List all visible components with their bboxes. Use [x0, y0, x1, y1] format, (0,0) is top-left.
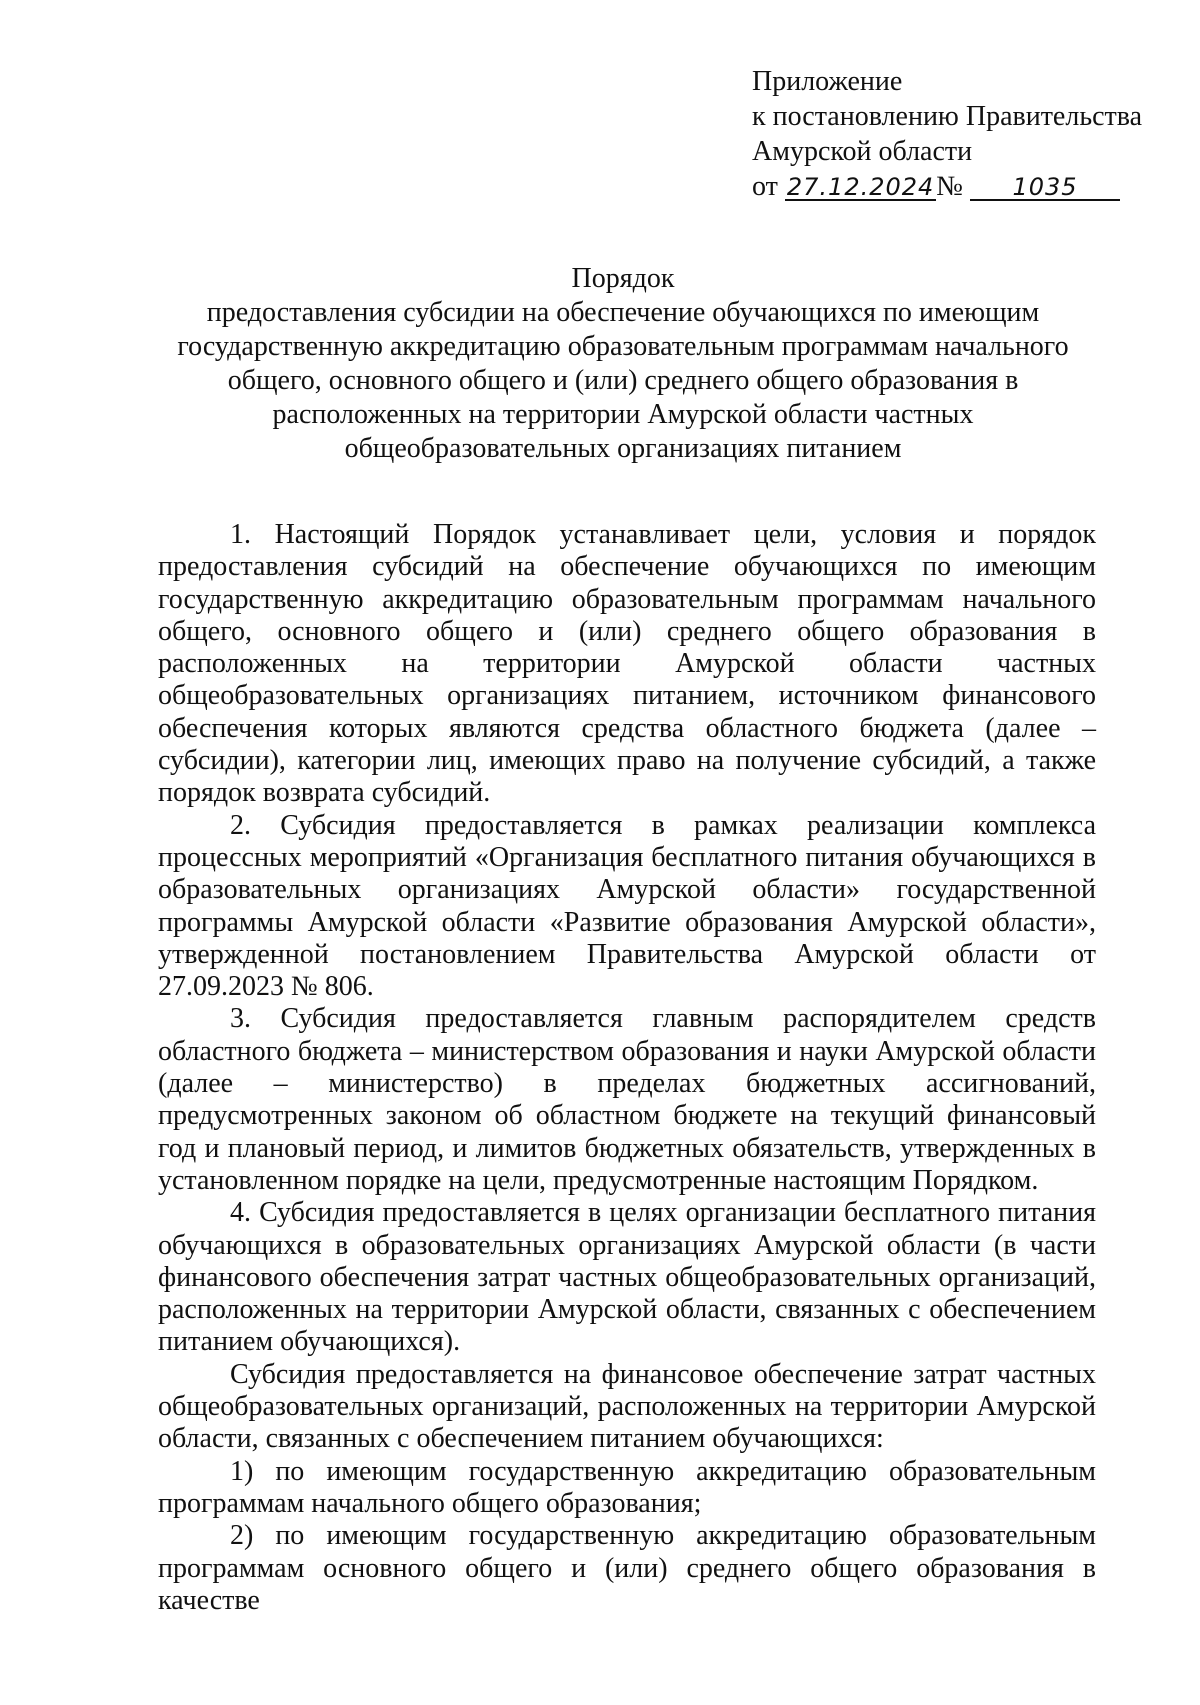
- paragraph-4: 4. Субсидия предоставляется в целях организации бесплатного питания обучающихся в образовательных организациях Амурской области (в части финансового обеспечения затрат частных общеобразовательных организаций, расположенных на территории Амурской области, связанных с обеспечением питанием обучающихся).: [158, 1197, 1096, 1358]
- region-name: Амурской области: [752, 136, 973, 167]
- date-number-line: [752, 169, 1142, 204]
- title-line: общего, основного общего и (или) среднего общего образования в: [227, 365, 1019, 396]
- paragraph-1: 1. Настоящий Порядок устанавливает цели, условия и порядок предоставления субсидий на обеспечение обучающихся по имеющим государственную аккредитацию образовательным программам начального общего, основного общего и (или) среднего общего образования в расположенных на территории Амурской области частных общеобразовательных организациях питанием, источником финансового обеспечения которых являются средства областного бюджета (далее – субсидии), категории лиц, имеющих право на получение субсидий, а также порядок возврата субсидий.: [158, 519, 1096, 809]
- appendix-label: Приложение: [752, 66, 903, 97]
- title-line: расположенных на территории Амурской области частных: [272, 399, 974, 430]
- decree-reference: к постановлению Правительства: [752, 101, 1143, 132]
- document-body: [158, 519, 1096, 1617]
- paragraph-2: 2. Субсидия предоставляется в рамках реализации комплекса процессных мероприятий «Организация бесплатного питания обучающихся в образовательных организациях Амурской области» государственной программы Амурской области «Развитие образования Амурской области», утвержденной постановлением Правительства Амурской области от 27.09.2023 № 806.: [158, 809, 1096, 1003]
- appendix-header: [752, 64, 1142, 204]
- number-sign: №: [936, 171, 964, 202]
- title-line: общеобразовательных организациях питанием: [344, 433, 902, 464]
- title-line: государственную аккредитацию образовательным программам начального: [177, 331, 1069, 362]
- paragraph-5: Субсидия предоставляется на финансовое обеспечение затрат частных общеобразовательных организаций, расположенных на территории Амурской области, связанных с обеспечением питанием обучающихся:: [158, 1358, 1096, 1455]
- list-item-1: 1) по имеющим государственную аккредитацию образовательным программам начального общего образования;: [158, 1455, 1096, 1519]
- handwritten-number: 1035: [970, 175, 1120, 201]
- paragraph-3: 3. Субсидия предоставляется главным распорядителем средств областного бюджета – министерством образования и науки Амурской области (далее – министерство) в пределах бюджетных ассигнований, предусмотренных законом об областном бюджете на текущий финансовый год и плановый период, и лимитов бюджетных обязательств, утвержденных в установленном порядке на цели, предусмотренные настоящим Порядком.: [158, 1003, 1096, 1196]
- date-prefix: от: [752, 171, 778, 202]
- title-line: предоставления субсидии на обеспечение обучающихся по имеющим: [206, 297, 1040, 328]
- title-line: Порядок: [571, 263, 675, 294]
- list-item-2: 2) по имеющим государственную аккредитацию образовательным программам основного общего и (или) среднего общего образования в качестве: [158, 1520, 1096, 1616]
- handwritten-date: 27.12.2024: [786, 173, 935, 201]
- document-title: [150, 262, 1096, 466]
